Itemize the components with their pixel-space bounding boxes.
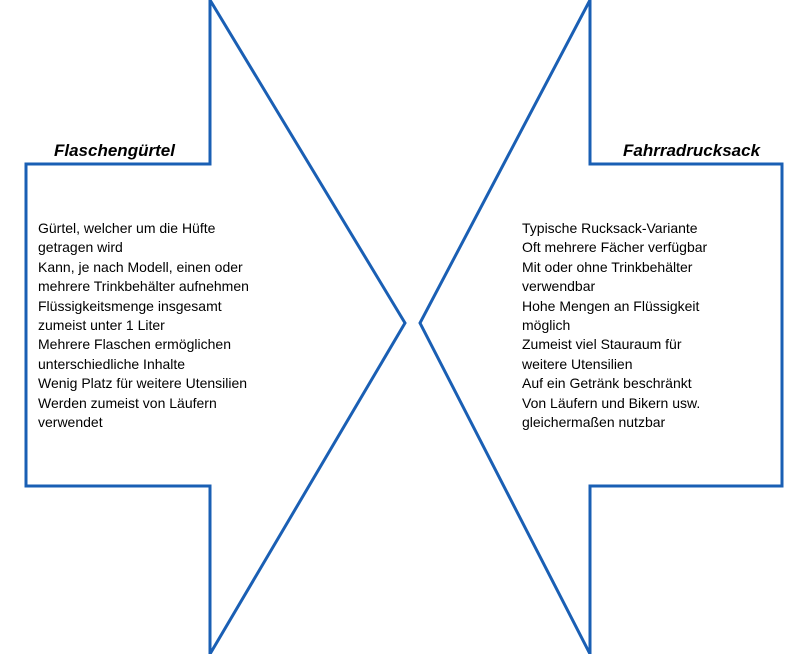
text-line: Zumeist viel Stauraum für	[522, 336, 682, 353]
right-heading: Fahrradrucksack	[623, 141, 761, 160]
text-line: Mit oder ohne Trinkbehälter	[522, 258, 693, 275]
right-text-list	[522, 219, 707, 432]
text-line: Hohe Mengen an Flüssigkeit	[522, 297, 700, 314]
text-line: Gürtel, welcher um die Hüfte	[38, 220, 216, 236]
text-line: Oft mehrere Fächer verfügbar	[522, 239, 708, 256]
left-heading: Flaschengürtel	[54, 141, 175, 160]
text-line: Auf ein Getränk beschränkt	[522, 375, 692, 392]
left-text-list	[38, 219, 249, 432]
text-line: Typische Rucksack-Variante	[522, 220, 698, 236]
text-line: getragen wird	[38, 239, 123, 256]
text-line: Flüssigkeitsmenge insgesamt	[38, 297, 222, 314]
text-line: unterschiedliche Inhalte	[38, 355, 186, 372]
text-line: weitere Utensilien	[522, 355, 633, 372]
text-line: gleichermaßen nutzbar	[522, 414, 666, 431]
text-line: möglich	[522, 317, 571, 334]
text-line: verwendet	[38, 414, 103, 431]
text-line: Wenig Platz für weitere Utensilien	[38, 375, 248, 392]
text-line: Von Läufern und Bikern usw.	[522, 394, 701, 411]
text-line: mehrere Trinkbehälter aufnehmen	[38, 278, 249, 295]
text-line: verwendbar	[522, 278, 596, 295]
text-line: Werden zumeist von Läufern	[38, 394, 217, 411]
text-line: Kann, je nach Modell, einen oder	[38, 258, 243, 275]
text-line: zumeist unter 1 Liter	[38, 317, 165, 334]
text-line: Mehrere Flaschen ermöglichen	[38, 336, 231, 353]
